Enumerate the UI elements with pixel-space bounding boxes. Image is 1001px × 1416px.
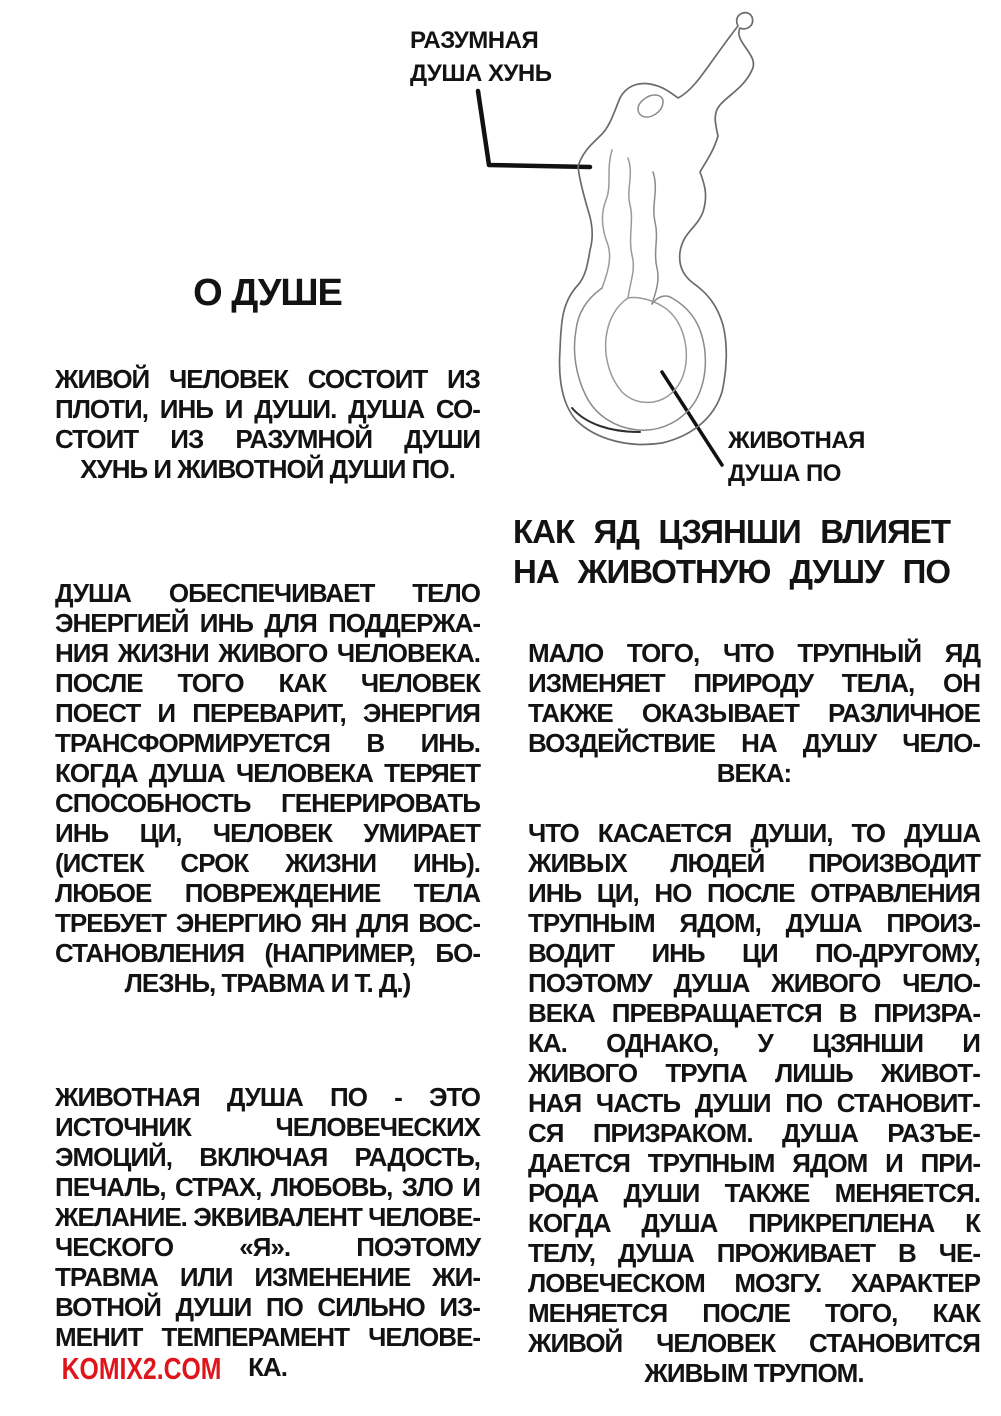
text-line: ДУША ОБЕСПЕЧИВАЕТ ТЕЛО (55, 578, 480, 608)
text-line: ТРАНСФОРМИРУЕТСЯ В ИНЬ. (55, 728, 480, 758)
text-line: ЖЕЛАНИЕ. ЭКВИВАЛЕНТ ЧЕЛОВЕ- (55, 1202, 480, 1232)
text-line: ПОСЛЕ ТОГО КАК ЧЕЛОВЕК (55, 668, 480, 698)
text-line: ПЕЧАЛЬ, СТРАХ, ЛЮБОВЬ, ЗЛО И (55, 1172, 480, 1202)
soul-strand-right (652, 172, 658, 304)
text-line: ИСТОЧНИК ЧЕЛОВЕЧЕСКИХ (55, 1112, 480, 1142)
figure-label-hun (410, 24, 551, 90)
figure-label-hun-line1: РАЗУМНАЯ (410, 27, 539, 54)
text-line: СЯ ПРИЗРАКОМ. ДУША РАЗЪЕ- (528, 1118, 980, 1148)
text-line: ЧТО КАСАЕТСЯ ДУШИ, ТО ДУША (528, 818, 980, 848)
text-line: МАЛО ТОГО, ЧТО ТРУПНЫЙ ЯД (528, 638, 980, 668)
text-line: МЕНЯЕТСЯ ПОСЛЕ ТОГО, КАК (528, 1298, 980, 1328)
text-line: ЖИВЫХ ЛЮДЕЙ ПРОИЗВОДИТ (528, 848, 980, 878)
right-paragraph-1 (528, 638, 980, 788)
left-heading: О ДУШЕ (193, 272, 342, 314)
figure-label-hun-line2: ДУША ХУНЬ (410, 60, 552, 87)
text-line: ТРЕБУЕТ ЭНЕРГИЮ ЯН ДЛЯ ВОС- (55, 908, 480, 938)
text-line: ИЗМЕНЯЕТ ПРИРОДУ ТЕЛА, ОН (528, 668, 980, 698)
text-line: ЧЕСКОГО «Я». ПОЭТОМУ (55, 1232, 480, 1262)
text-line: ЖИВЫМ ТРУПОМ. (644, 1358, 864, 1388)
text-line: ЖИВОТНАЯ ДУША ПО - ЭТО (55, 1082, 480, 1112)
watermark-outline-text: SEX (12, 1351, 62, 1386)
text-line: ЛЕЗНЬ, ТРАВМА И Т. Д.) (124, 968, 411, 998)
text-line: МЕНИТ ТЕМПЕРАМЕНТ ЧЕЛОВЕ- (55, 1322, 480, 1352)
left-paragraph-1 (55, 364, 480, 484)
text-line: КА. ОДНАКО, У ЦЗЯНШИ И (528, 1028, 980, 1058)
text-line: РОДА ДУШИ ТАКЖЕ МЕНЯЕТСЯ. (528, 1178, 980, 1208)
watermark (12, 1350, 221, 1388)
text-line: СТАНОВЛЕНИЯ (НАПРИМЕР, БО- (55, 938, 480, 968)
text-line: ПЛОТИ, ИНЬ И ДУШИ. ДУША СО- (55, 394, 480, 424)
text-line: ТАКЖЕ ОКАЗЫВАЕТ РАЗЛИЧНОЕ (528, 698, 980, 728)
left-paragraph-3 (55, 1082, 480, 1382)
text-line: ТЕЛУ, ДУША ПРОЖИВАЕТ В ЧЕ- (528, 1238, 980, 1268)
text-line: ЖИВОЙ ЧЕЛОВЕК СТАНОВИТСЯ (528, 1328, 980, 1358)
soul-strand-left (602, 150, 612, 288)
soul-hole-path (638, 95, 663, 117)
text-line: ЛОВЕЧЕСКОМ МОЗГУ. ХАРАКТЕР (528, 1268, 980, 1298)
text-line: ВЕКА ПРЕВРАЩАЕТСЯ В ПРИЗРА- (528, 998, 980, 1028)
text-line: НА ЖИВОТНУЮ ДУШУ ПО (513, 553, 950, 590)
soul-inner-ring (606, 297, 687, 402)
text-line: СПОСОБНОСТЬ ГЕНЕРИРОВАТЬ (55, 788, 480, 818)
text-line: КА. (248, 1352, 287, 1382)
text-line: ТРУПНЫМ ЯДОМ, ДУША ПРОИЗ- (528, 908, 980, 938)
text-line: ИНЬ ЦИ, ЧЕЛОВЕК УМИРАЕТ (55, 818, 480, 848)
text-line: ИНЬ ЦИ, НО ПОСЛЕ ОТРАВЛЕНИЯ (528, 878, 980, 908)
text-line: ЭМОЦИЙ, ВКЛЮЧАЯ РАДОСТЬ, (55, 1142, 480, 1172)
text-line: СТОИТ ИЗ РАЗУМНОЙ ДУШИ (55, 424, 480, 454)
text-line: КАК ЯД ЦЗЯНШИ ВЛИЯЕТ (513, 513, 950, 550)
text-line: ПОЭТОМУ ДУША ЖИВОГО ЧЕЛО- (528, 968, 980, 998)
text-line: ЭНЕРГИЕЙ ИНЬ ДЛЯ ПОДДЕРЖА- (55, 608, 480, 638)
text-line: ВЕКА: (716, 758, 792, 788)
text-line: ЖИВОГО ТРУПА ЛИШЬ ЖИВОТ- (528, 1058, 980, 1088)
text-line: ДАЕТСЯ ТРУПНЫМ ЯДОМ И ПРИ- (528, 1148, 980, 1178)
figure-label-po-line2: ДУША ПО (728, 460, 841, 487)
text-line: НИЯ ЖИЗНИ ЖИВОГО ЧЕЛОВЕКА. (55, 638, 480, 668)
right-paragraph-2 (528, 818, 980, 1388)
text-line: ВОДИТ ИНЬ ЦИ ПО-ДРУГОМУ, (528, 938, 980, 968)
text-line: КОГДА ДУША ПРИКРЕПЛЕНА К (528, 1208, 980, 1238)
figure-label-po-line1: ЖИВОТНАЯ (728, 427, 865, 454)
text-line: КОГДА ДУША ЧЕЛОВЕКА ТЕРЯЕТ (55, 758, 480, 788)
text-line: ВОЗДЕЙСТВИЕ НА ДУШУ ЧЕЛО- (528, 728, 980, 758)
text-line: ТРАВМА ИЛИ ИЗМЕНЕНИЕ ЖИ- (55, 1262, 480, 1292)
text-line: ПОЕСТ И ПЕРЕВАРИТ, ЭНЕРГИЯ (55, 698, 480, 728)
pointer-line-hun (478, 91, 590, 167)
text-line: (ИСТЕК СРОК ЖИЗНИ ИНЬ). (55, 848, 480, 878)
watermark-solid-text: KOMIX2.COM (61, 1351, 222, 1386)
pointer-line-po (662, 372, 722, 465)
text-line: ХУНЬ И ЖИВОТНОЙ ДУШИ ПО. (80, 454, 455, 484)
text-line: НАЯ ЧАСТЬ ДУШИ ПО СТАНОВИТ- (528, 1088, 980, 1118)
text-line: ЖИВОЙ ЧЕЛОВЕК СОСТОИТ ИЗ (55, 364, 480, 394)
figure-label-po (728, 424, 865, 490)
left-paragraph-2 (55, 578, 480, 998)
text-line: ВОТНОЙ ДУШИ ПО СИЛЬНО ИЗ- (55, 1292, 480, 1322)
soul-strand-center (628, 158, 633, 298)
text-line: ЛЮБОЕ ПОВРЕЖДЕНИЕ ТЕЛА (55, 878, 480, 908)
right-heading (513, 512, 950, 592)
